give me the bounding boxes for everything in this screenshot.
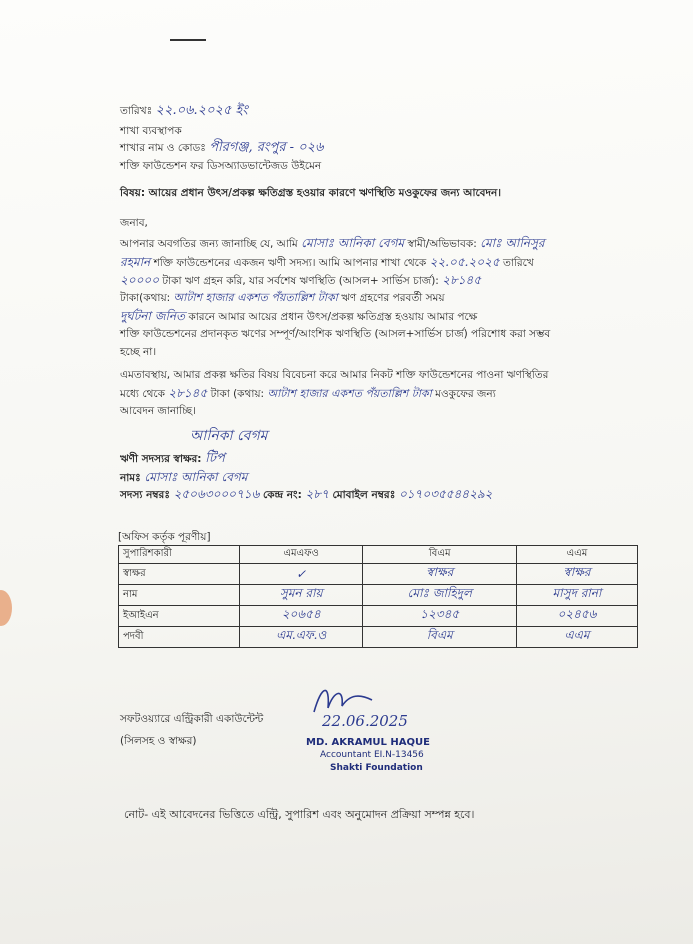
- staff-ein: ১২৩৪৫: [420, 607, 460, 621]
- body-line-5: [120, 309, 477, 324]
- loan-date: ২২.০৫.২০২৫: [429, 255, 500, 269]
- body-text: আপনার অবগতির জন্য জানাচ্ছি যে, আমি: [120, 238, 298, 250]
- row-label: নাম: [119, 585, 240, 606]
- staff-name: মোঃ জাহিদুল: [407, 586, 472, 600]
- row-label: স্বাক্ষর: [119, 564, 240, 585]
- waive-words: আটাশ হাজার একশত পঁয়তাল্লিশ টাকা: [267, 387, 432, 400]
- table-cell: [516, 606, 637, 627]
- body-text: মওকুফের জন্য: [435, 388, 496, 400]
- row-label: পদবী: [119, 627, 240, 648]
- body-text: টাকা ঋণ গ্রহন করি, যার সর্বশেষ ঋণস্থিতি (আসল+ সার্ভিস চার্জ):: [162, 275, 439, 287]
- subject-line: বিষয়: আয়ের প্রধান উৎস/প্রকল্প ক্ষতিগ্রস্ত হওয়ার কারণে ঋণস্থিতি মওকুফের জন্য আবেদন।: [120, 187, 502, 199]
- mobile-label: মোবাইল নম্বরঃ: [332, 489, 396, 501]
- table-cell: [239, 606, 363, 627]
- accountant-sign-date: 22.06.2025: [322, 712, 408, 730]
- seal-org: Shakti Foundation: [330, 763, 423, 773]
- date-line: [120, 104, 248, 118]
- branch-label: শাখার নাম ও কোডঃ: [120, 142, 206, 154]
- member-name-value: মোসাঃ আনিকা বেগম: [144, 470, 248, 484]
- signature-mark: স্বাক্ষর: [563, 565, 591, 579]
- table-cell: [516, 564, 637, 585]
- table-cell: [363, 606, 516, 627]
- body-line-3: [120, 273, 481, 288]
- office-caption: [অফিস কর্তৃক পূরণীয়]: [118, 531, 211, 543]
- table-row: [119, 606, 638, 627]
- guardian-name: মোঃ আনিসুর: [480, 236, 545, 250]
- table-cell: [239, 564, 363, 585]
- center-label: কেন্দ্র নং:: [263, 489, 302, 501]
- guardian-name-cont: রহমান: [120, 255, 151, 269]
- body-line-8: এমতাবস্থায়, আমার প্রকল্প ক্ষতির বিষয় বিবেচনা করে আমার নিকট শক্তি ফাউন্ডেশনের পাওনা ঋণস্থিতির: [120, 369, 549, 381]
- body-line-2: [120, 255, 534, 270]
- staff-designation: এম.এফ.ও: [276, 628, 327, 642]
- org-line: শক্তি ফাউন্ডেশন ফর ডিসঅ্যাডভান্টেজড উইমেন: [120, 160, 322, 172]
- table-header-cell: সুপারিশকারী: [119, 546, 240, 564]
- manager-label: শাখা ব্যবস্থাপক: [120, 125, 182, 137]
- table-cell: [239, 585, 363, 606]
- accountant-seal: [306, 736, 430, 775]
- borrower-name: মোসাঃ আনিকা বেগম: [301, 236, 405, 250]
- body-line-4: [120, 291, 445, 305]
- damage-reason: দুর্ঘটনা জনিত: [120, 309, 186, 323]
- body-text: কারনে আমার আয়ের প্রধান উৎস/প্রকল্প ক্ষতিগ্রস্ত হওয়ায় আমার পক্ষে: [188, 311, 478, 323]
- staff-designation: এএম: [564, 628, 590, 642]
- mobile-value: ০১৭০৩৫৫৪৪২৯২: [398, 487, 493, 501]
- table-row: [119, 564, 638, 585]
- staff-designation: বিএম: [426, 628, 453, 642]
- center-value: ২৮৭: [305, 487, 329, 501]
- office-table: [118, 545, 638, 648]
- top-dash-mark: [170, 39, 206, 41]
- table-row: [119, 546, 638, 564]
- member-sign-line: [120, 452, 225, 466]
- staff-name: সুমন রায়: [279, 586, 323, 600]
- body-line-6: শক্তি ফাউন্ডেশনের প্রদানকৃত ঋণের সম্পূর্ণ/আংশিক ঋণস্থিতি (আসল+সার্ভিস চার্জ) পরিশোধ করা সম্ভব: [120, 328, 551, 340]
- signature-mark: ✓: [296, 567, 307, 581]
- signature-mark: স্বাক্ষর: [426, 565, 454, 579]
- staff-name: মাসুদ রানা: [552, 586, 602, 600]
- note-line: নোট- এই আবেদনের ভিত্তিতে এন্ট্রি, সুপারিশ এবং অনুমোদন প্রক্রিয়া সম্পন্ন হবে।: [124, 808, 475, 821]
- waive-amount: ২৮১৪৫: [168, 386, 208, 400]
- body-text: স্বামী/অভিভাবক:: [407, 238, 477, 250]
- date-value: ২২.০৬.২০২৫ ইং: [155, 103, 248, 118]
- member-name-line: [120, 470, 247, 485]
- body-text: টাকা(কথায়:: [120, 292, 171, 304]
- outstanding-amount: ২৮১৪৫: [442, 273, 482, 287]
- salutation: জনাব,: [120, 217, 148, 229]
- table-cell: [363, 627, 516, 648]
- branch-line: [120, 141, 324, 155]
- row-label: ইআইএন: [119, 606, 240, 627]
- body-line-7: হচ্ছে না।: [120, 346, 157, 358]
- staff-ein: ২০৬৫৪: [281, 607, 321, 621]
- member-sign-label: ঋণী সদস্যর স্বাক্ষর:: [120, 453, 202, 465]
- body-line-1: [120, 236, 544, 251]
- accountant-label: সফটওয়্যারে এন্ট্রিকারী একাউন্টেন্ট: [120, 713, 264, 725]
- body-line-10: আবেদন জানাচ্ছি।: [120, 405, 196, 417]
- member-id-line: [120, 487, 493, 502]
- table-header-cell: এএম: [516, 546, 637, 564]
- body-text: তারিখে: [502, 257, 534, 269]
- seal-title: Accountant EI.N-13456: [320, 750, 424, 760]
- member-no-label: সদস্য নম্বরঃ: [120, 489, 170, 501]
- staff-ein: ০২৪৫৬: [557, 607, 597, 621]
- table-cell: [516, 627, 637, 648]
- loan-amount: ২০০০০: [120, 273, 160, 287]
- branch-value: পীরগঞ্জ, রংপুর - ০২৬: [209, 140, 324, 155]
- finger-edge: [0, 590, 12, 626]
- body-line-9: [120, 386, 496, 401]
- body-text: মধ্যে থেকে: [120, 388, 165, 400]
- table-row: [119, 627, 638, 648]
- body-text: টাকা (কথায়:: [210, 388, 265, 400]
- table-cell: [363, 564, 516, 585]
- table-cell: [239, 627, 363, 648]
- seal-name: MD. AKRAMUL HAQUE: [306, 737, 430, 748]
- date-label: তারিখঃ: [120, 105, 153, 117]
- table-header-cell: এমএফও: [239, 546, 363, 564]
- member-signature: আনিকা বেগম: [190, 428, 268, 444]
- body-text: ঋণ গ্রহণের পরবর্তী সময়: [341, 292, 445, 304]
- member-sign-value: টিপ: [205, 451, 225, 466]
- member-name-label: নামঃ: [120, 472, 141, 484]
- table-cell: [363, 585, 516, 606]
- table-row: [119, 585, 638, 606]
- table-cell: [516, 585, 637, 606]
- outstanding-words: আটাশ হাজার একশত পঁয়তাল্লিশ টাকা: [173, 291, 338, 304]
- accountant-sub-label: (সিলসহ ও স্বাক্ষর): [120, 735, 197, 747]
- table-header-cell: বিএম: [363, 546, 516, 564]
- member-no-value: ২৫০৬৩০০০৭১৬: [173, 487, 260, 501]
- body-text: শক্তি ফাউন্ডেশনের একজন ঋণী সদস্য। আমি আপনার শাখা থেকে: [153, 257, 427, 269]
